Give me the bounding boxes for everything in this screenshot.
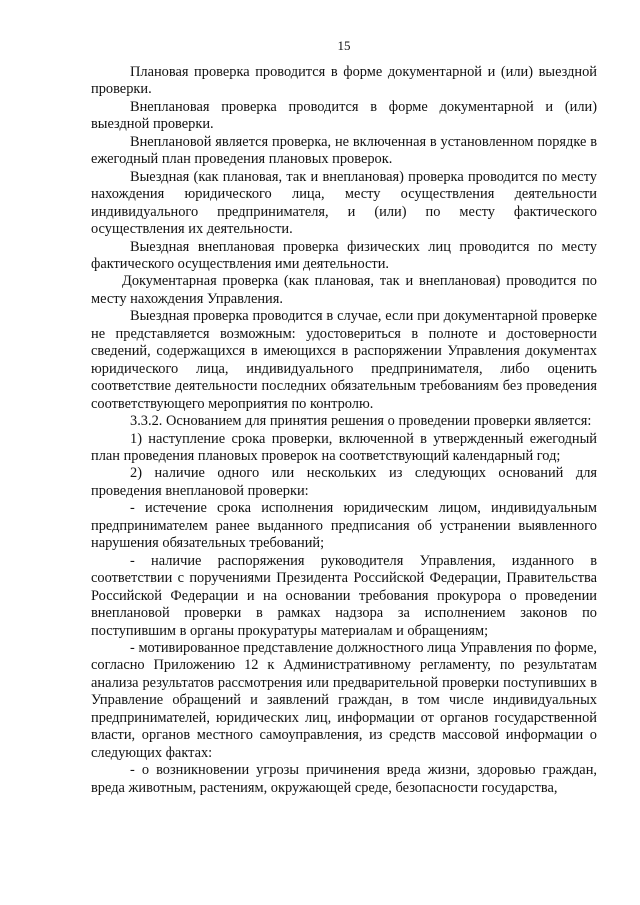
dash-item-head-order: - наличие распоряжения руководителя Управления, изданного в соответствии с поручениями Президента Российской Федерации, Правительства Российской Федерации и на основании требования прокурора о проведении внеплановой проверки в рамках надзора за исполнением законов по поступившим в органы прокуратуры материалам и обращениям;	[91, 552, 597, 639]
list-item-2: 2) наличие одного или нескольких из следующих оснований для проведения внеплановой проверки:	[91, 465, 597, 499]
paragraph-section-3-3-2: 3.3.2. Основанием для принятия решения о проведении проверки является:	[130, 413, 592, 430]
paragraph-planned-check-form: Плановая проверка проводится в форме документарной и (или) выездной проверки.	[91, 64, 597, 98]
page-number: 15	[337, 38, 351, 53]
paragraph-onsite-check-conditions: Выездная проверка проводится в случае, если при документарной проверке не представляется возможным: удостовериться в полноте и достоверности сведений, содержащихся в имеющихся в распоряжении Управления документах юридического лица, индивидуального предпринимателя, либо оценить соответствие деятельности последних обязательным требованиям без проведения соответствующего мероприятия по контролю.	[91, 308, 597, 412]
paragraph-unplanned-check-form: Внеплановая проверка проводится в форме документарной и (или) выездной проверки.	[91, 98, 597, 133]
dash-item-motivated-submission: - мотивированное представление должностного лица Управления по форме, согласно Приложению 12 к Административному регламенту, по результатам анализа результатов рассмотрения или предварительной проверки поступивших в Управление обращений и заявлений граждан, в том числе индивидуальных предпринимателей, юридических лиц, информации от органов государственной власти, органов местного самоуправления, из средств массовой информации о следующих фактах:	[91, 639, 597, 761]
document-body	[91, 64, 597, 797]
paragraph-onsite-check-location: Выездная (как плановая, так и внеплановая) проверка проводится по месту нахождения юридического лица, месту осуществления деятельности индивидуального предпринимателя, и (или) по месту фактического осуществления их деятельности.	[91, 168, 597, 238]
dash-item-threat-of-harm: - о возникновении угрозы причинения вреда жизни, здоровью граждан, вреда животным, растениям, окружающей среде, безопасности государства,	[91, 762, 597, 796]
paragraph-documentary-check-location: Документарная проверка (как плановая, так и внеплановая) проводится по месту нахождения Управления.	[91, 273, 597, 307]
list-item-1: 1) наступление срока проверки, включенной в утвержденный ежегодный план проведения плановых проверок на соответствующий календарный год;	[91, 430, 597, 464]
paragraph-unplanned-definition: Внеплановой является проверка, не включенная в установленном порядке в ежегодный план проведения плановых проверок.	[91, 133, 597, 168]
dash-item-order-expiry: - истечение срока исполнения юридическим лицом, индивидуальным предпринимателем ранее выданного предписания об устранении выявленного нарушения обязательных требований;	[91, 500, 597, 552]
paragraph-onsite-individuals: Выездная внеплановая проверка физических лиц проводится по месту фактического осуществления ими деятельности.	[91, 238, 597, 272]
